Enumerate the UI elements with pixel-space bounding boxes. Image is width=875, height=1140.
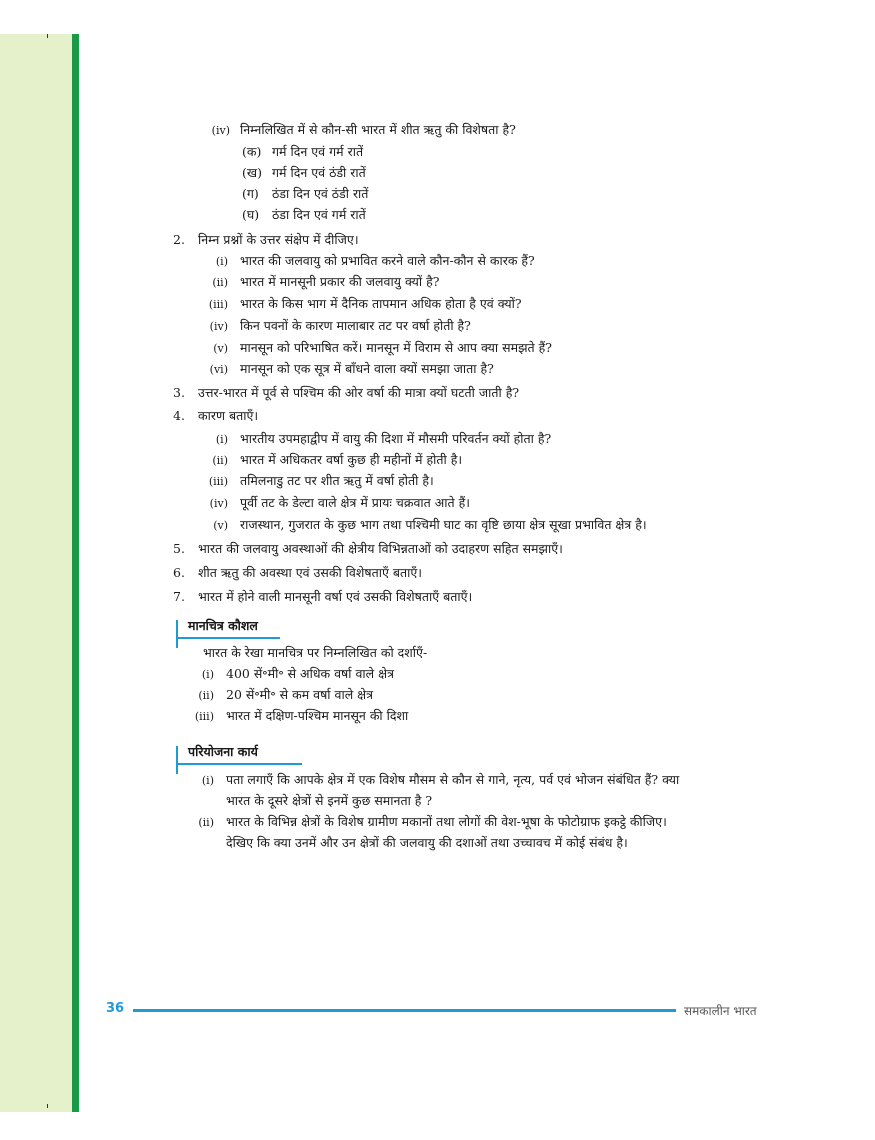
heading-underline: [176, 637, 280, 639]
option-text: गर्म दिन एवं गर्म रातें: [272, 144, 364, 159]
sub-text: भारत के किस भाग में दैनिक तापमान अधिक होता है एवं क्यों?: [240, 296, 522, 311]
crop-mark: [47, 1104, 48, 1108]
sub-text: 400 सें॰मी॰ से अधिक वर्षा वाले क्षेत्र: [226, 666, 394, 681]
option-marker: (क): [242, 144, 262, 159]
heading-accent: [176, 620, 178, 648]
sub-text: भारतीय उपमहाद्वीप में वायु की दिशा में मौसमी परिवर्तन क्यों होता है?: [240, 431, 552, 446]
option-text: ठंडा दिन एवं गर्म रातें: [272, 207, 366, 222]
question-text: निम्न प्रश्नों के उत्तर संक्षेप में दीजिए।: [198, 232, 359, 247]
section-heading-project-work: [176, 742, 306, 764]
option-marker: (ग): [242, 186, 259, 201]
question-text: भारत की जलवायु अवस्थाओं की क्षेत्रीय विभिन्नताओं को उदाहरण सहित समझाएँ।: [198, 541, 563, 556]
sub-text-line: भारत के विभिन्न क्षेत्रों के विशेष ग्रामीण मकानों तथा लोगों की वेश-भूषा के फोटोग्राफ इकट्ठे कीजिए।: [226, 814, 667, 829]
sub-text: मानसून को परिभाषित करें। मानसून में विराम से आप क्या समझते हैं?: [240, 340, 552, 355]
sub-text-line: देखिए कि क्या उनमें और उन क्षेत्रों की जलवायु की दशाओं तथा उच्चावच में कोई संबंध है।: [226, 835, 628, 850]
question-number: 5.: [173, 541, 185, 556]
sub-marker: (i): [201, 774, 214, 787]
sub-marker: (ii): [198, 689, 214, 702]
question-text: उत्तर-भारत में पूर्व से पश्चिम की ओर वर्षा की मात्रा क्यों घटती जाती है?: [198, 385, 520, 400]
question-number: 2.: [173, 232, 185, 247]
sub-marker: (i): [215, 255, 228, 268]
sub-marker: (iv): [209, 320, 228, 333]
sub-marker: (v): [213, 519, 228, 532]
option-marker: (ख): [242, 165, 262, 180]
sub-marker: (iii): [208, 298, 228, 311]
sub-marker: (iii): [208, 475, 228, 488]
sub-marker: (iii): [194, 710, 214, 723]
question-text: शीत ऋतु की अवस्था एवं उसकी विशेषताएँ बताएँ।: [198, 565, 422, 580]
sub-marker: (iv): [209, 497, 228, 510]
sub-text: किन पवनों के कारण मालाबार तट पर वर्षा होती है?: [240, 318, 471, 333]
question-marker: (iv): [211, 124, 230, 137]
sub-text-line: पता लगाएँ कि आपके क्षेत्र में एक विशेष मौसम से कौन से गाने, नृत्य, पर्व एवं भोजन संबंधित हैं? क्या: [226, 772, 680, 787]
sub-text: तमिलनाडु तट पर शीत ऋतु में वर्षा होती है।: [240, 473, 434, 488]
section-title: परियोजना कार्य: [188, 744, 258, 759]
question-text: कारण बताएँ।: [198, 408, 259, 423]
sub-text: 20 सें॰मी॰ से कम वर्षा वाले क्षेत्र: [226, 687, 374, 702]
sub-text: भारत में मानसूनी प्रकार की जलवायु क्यों है?: [240, 274, 440, 289]
sub-text: भारत में अधिकतर वर्षा कुछ ही महीनों में होती है।: [240, 452, 463, 467]
sub-marker: (i): [215, 433, 228, 446]
sub-marker: (vi): [209, 363, 228, 376]
footer-rule: [133, 1009, 676, 1012]
question-number: 6.: [173, 565, 185, 580]
sub-marker: (ii): [198, 816, 214, 829]
heading-underline: [176, 763, 302, 765]
left-margin-bar: [72, 34, 79, 1112]
page-number: 36: [106, 1001, 125, 1016]
option-marker: (घ): [242, 207, 260, 222]
section-heading-map-skills: [176, 616, 306, 638]
section-intro: भारत के रेखा मानचित्र पर निम्नलिखित को दर्शाएँ-: [203, 645, 428, 660]
sub-text-line: भारत के दूसरे क्षेत्रों से इनमें कुछ समानता है ?: [226, 793, 433, 808]
option-text: ठंडा दिन एवं ठंडी रातें: [272, 186, 369, 201]
book-title: समकालीन भारत: [684, 1004, 757, 1018]
option-text: गर्म दिन एवं ठंडी रातें: [272, 165, 366, 180]
crop-mark: [47, 34, 48, 38]
sub-marker: (ii): [212, 454, 228, 467]
sub-marker: (ii): [212, 276, 228, 289]
sub-text: भारत की जलवायु को प्रभावित करने वाले कौन-कौन से कारक हैं?: [240, 253, 535, 268]
sub-marker: (v): [213, 342, 228, 355]
heading-accent: [176, 746, 178, 774]
question-number: 3.: [173, 385, 185, 400]
sub-text: भारत में दक्षिण-पश्चिम मानसून की दिशा: [226, 708, 409, 723]
sub-text: राजस्थान, गुजरात के कुछ भाग तथा पश्चिमी घाट का वृष्टि छाया क्षेत्र सूखा प्रभावित क्षेत्र है।: [240, 517, 647, 532]
left-margin-strip: [0, 34, 72, 1112]
question-number: 7.: [173, 589, 185, 604]
question-text: भारत में होने वाली मानसूनी वर्षा एवं उसकी विशेषताएँ बताएँ।: [198, 589, 473, 604]
question-text: निम्नलिखित में से कौन-सी भारत में शीत ऋतु की विशेषता है?: [240, 122, 516, 137]
question-number: 4.: [173, 408, 185, 423]
section-title: मानचित्र कौशल: [188, 618, 258, 633]
sub-marker: (i): [201, 668, 214, 681]
sub-text: मानसून को एक सूत्र में बाँधने वाला क्यों समझा जाता है?: [240, 361, 494, 376]
sub-text: पूर्वी तट के डेल्टा वाले क्षेत्र में प्रायः चक्रवात आते हैं।: [240, 495, 470, 510]
